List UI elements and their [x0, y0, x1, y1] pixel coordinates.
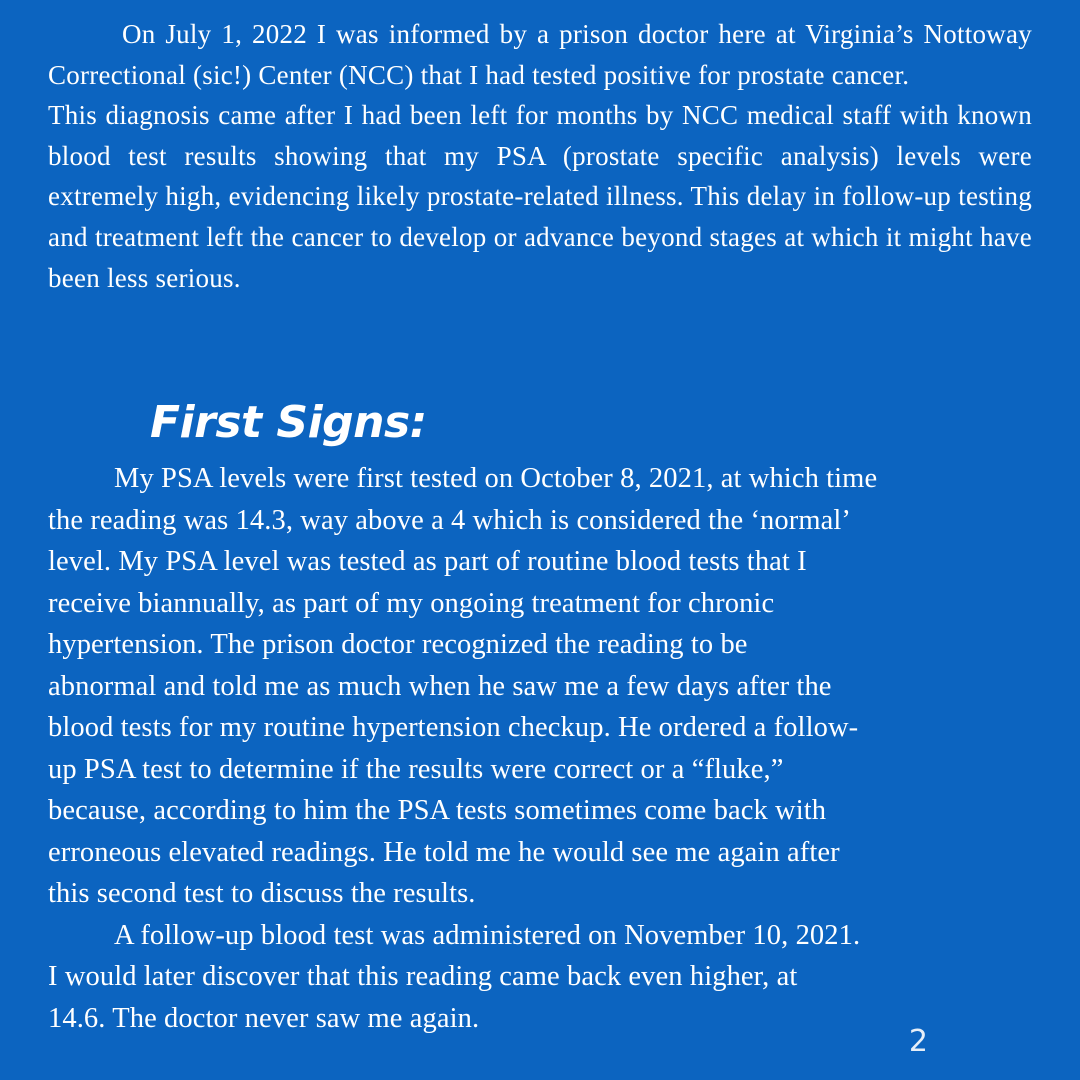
- body-line: because, according to him the PSA tests sometimes come back with: [48, 795, 827, 826]
- intro-section: [48, 14, 1032, 298]
- body-line: up PSA test to determine if the results were correct or a “fluke,”: [48, 753, 784, 785]
- body-line: receive biannually, as part of my ongoing treatment for chronic: [48, 587, 775, 619]
- body-line: level. My PSA level was tested as part of routine blood tests that I: [48, 546, 807, 577]
- body-line: abnormal and told me as much when he saw me a few days after the: [48, 670, 832, 702]
- body-line: blood tests for my routine hypertension checkup. He ordered a follow-: [48, 712, 859, 743]
- intro-paragraph-1: On July 1, 2022 I was informed by a prison doctor here at Virginia’s Nottoway Correctional (sic!) Center (NCC) that I had tested positive for prostate cancer.: [48, 19, 1032, 90]
- body-line: this second test to discuss the results.: [48, 878, 476, 909]
- body-line: A follow-up blood test was administered on November 10, 2021.: [114, 919, 861, 951]
- body-line: I would later discover that this reading came back even higher, at: [48, 961, 798, 992]
- body-line: erroneous elevated readings. He told me he would see me again after: [48, 836, 840, 868]
- body-line: the reading was 14.3, way above a 4 which is considered the ‘normal’: [48, 504, 851, 536]
- body-line: My PSA levels were first tested on October 8, 2021, at which time: [114, 463, 878, 494]
- section-heading: First Signs:: [150, 397, 427, 448]
- section-body: [48, 458, 1032, 1039]
- body-line: hypertension. The prison doctor recognized the reading to be: [48, 629, 748, 660]
- page-number: 2: [908, 1024, 928, 1059]
- intro-paragraph-2: This diagnosis came after I had been left for months by NCC medical staff with known blood test results showing that my PSA (prostate specific analysis) levels were extremely high, evidencing likely prostate-related illness. This delay in follow-up testing and treatment left the cancer to develop or advance beyond stages at which it might have been less serious.: [48, 100, 1032, 293]
- body-line: 14.6. The doctor never saw me again.: [48, 1002, 480, 1034]
